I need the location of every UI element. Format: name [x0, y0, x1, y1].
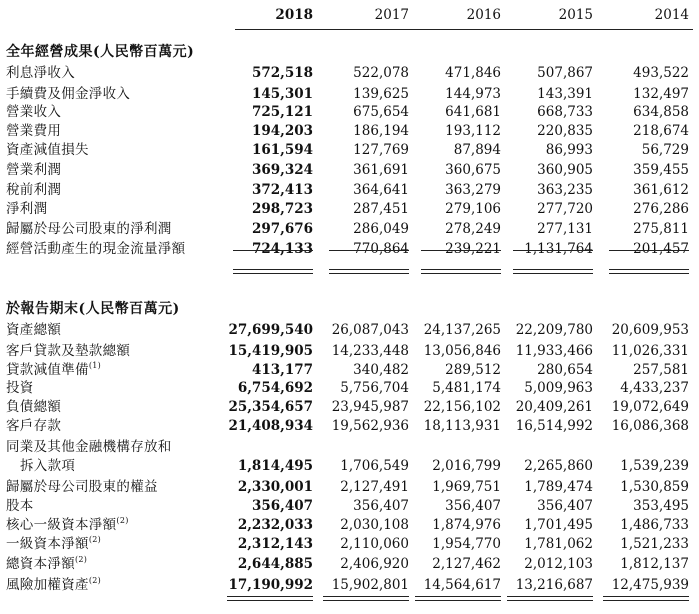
year-header-2015: 2015 [558, 7, 593, 23]
value-2014: 1,486,733 [620, 517, 689, 533]
value-2016: 641,681 [445, 104, 501, 120]
rule-above-cashflow [513, 250, 593, 251]
value-2014: 4,433,237 [620, 380, 689, 396]
value-2018: 724,133 [251, 241, 313, 257]
row-label-text: 同業及其他金融機構存放和 [6, 439, 172, 455]
table-row [0, 497, 699, 515]
double-rule-section2 [603, 596, 689, 601]
value-2018: 356,407 [251, 498, 313, 514]
value-2017: 770,864 [353, 241, 409, 257]
row-label [6, 497, 34, 515]
row-label-text: 資產減值損失 [6, 142, 89, 158]
value-2017: 2,127,491 [340, 479, 409, 495]
table-row [0, 200, 699, 218]
row-label-text: 股本 [6, 498, 34, 514]
year-header-2017: 2017 [374, 7, 409, 23]
value-2015: 1,781,062 [524, 536, 593, 552]
value-2018: 372,413 [251, 182, 313, 198]
table-row [0, 398, 699, 416]
value-2016: 18,113,931 [423, 418, 501, 434]
value-2014: 257,581 [633, 362, 689, 378]
value-2016: 1,969,751 [432, 479, 501, 495]
value-2014: 132,497 [633, 86, 689, 102]
row-label-text: 營業費用 [6, 123, 62, 139]
row-label [6, 379, 34, 397]
year-header-2014: 2014 [654, 7, 689, 23]
value-2018: 194,203 [251, 123, 313, 139]
table-row [0, 103, 699, 121]
value-2014: 353,495 [633, 498, 689, 514]
value-2016: 144,973 [445, 86, 501, 102]
value-2018: 2,644,885 [237, 556, 313, 572]
value-2014: 493,522 [633, 65, 689, 81]
value-2015: 360,905 [537, 162, 593, 178]
row-label [6, 361, 101, 379]
value-2016: 193,112 [445, 123, 501, 139]
value-2018: 145,301 [251, 86, 313, 102]
value-2016: 5,481,174 [432, 380, 501, 396]
value-2015: 16,514,992 [515, 418, 593, 434]
value-2015: 5,009,963 [524, 380, 593, 396]
value-2014: 1,530,859 [620, 479, 689, 495]
row-label [6, 555, 87, 573]
value-2017: 19,562,936 [331, 418, 409, 434]
value-2018: 2,232,033 [237, 517, 313, 533]
rule-above-cashflow [609, 250, 689, 251]
row-label [6, 398, 61, 416]
double-rule-section1 [329, 269, 409, 274]
value-2015: 86,993 [545, 142, 593, 158]
row-label-text: 客戶存款 [6, 418, 62, 434]
table-row [0, 181, 699, 199]
row-label-text: 一級資本淨額 [6, 536, 89, 552]
row-label-text: 客戶貸款及墊款總額 [6, 343, 131, 359]
value-2017: 2,030,108 [340, 517, 409, 533]
row-label-text: 手續費及佣金淨收入 [6, 86, 131, 102]
double-rule-section1 [233, 269, 313, 274]
value-2017: 364,641 [353, 182, 409, 198]
value-2017: 127,769 [353, 142, 409, 158]
row-label-text: 歸屬於母公司股東的權益 [6, 479, 158, 495]
value-2017: 2,406,920 [340, 556, 409, 572]
table-row [0, 361, 699, 379]
footnote-marker: (2) [88, 535, 102, 544]
table-row [0, 321, 699, 339]
value-2014: 19,072,649 [611, 399, 689, 415]
value-2015: 1,789,474 [524, 479, 593, 495]
row-label-text: 淨利潤 [6, 201, 48, 217]
value-2015: 277,131 [537, 221, 593, 237]
value-2014: 218,674 [633, 123, 689, 139]
rule-above-cashflow [233, 250, 313, 251]
value-2018: 15,419,905 [228, 343, 313, 359]
row-label-text: 總資本淨額 [6, 556, 75, 572]
value-2014: 12,475,939 [611, 577, 689, 593]
row-label [6, 161, 61, 179]
double-rule-section1 [609, 269, 689, 274]
row-label-text: 投資 [6, 380, 34, 396]
value-2016: 471,846 [445, 65, 501, 81]
table-row [0, 161, 699, 179]
value-2014: 361,612 [633, 182, 689, 198]
value-2016: 239,221 [445, 241, 501, 257]
value-2017: 1,706,549 [340, 458, 409, 474]
row-label [6, 64, 75, 82]
value-2015: 2,012,103 [524, 556, 593, 572]
value-2014: 1,539,239 [620, 458, 689, 474]
row-label [6, 122, 61, 140]
value-2018: 6,754,692 [237, 380, 313, 396]
footnote-marker: (1) [88, 361, 102, 370]
table-row [0, 240, 699, 258]
footnote-marker: (2) [116, 516, 129, 525]
value-2017: 361,691 [353, 162, 409, 178]
value-2015: 220,835 [537, 123, 593, 139]
value-2016: 2,016,799 [432, 458, 501, 474]
row-label [6, 516, 129, 534]
row-label [6, 103, 61, 121]
value-2014: 359,455 [633, 162, 689, 178]
double-rule-section1 [421, 269, 501, 274]
value-2018: 297,676 [251, 221, 313, 237]
row-label-text: 營業利潤 [6, 162, 62, 178]
row-label [6, 535, 101, 553]
row-label-text: 風險加權資產 [6, 577, 89, 593]
table-row [0, 85, 699, 103]
value-2016: 289,512 [445, 362, 501, 378]
row-label-text: 負債總額 [6, 399, 62, 415]
value-2015: 13,216,687 [515, 577, 593, 593]
value-2016: 13,056,846 [423, 343, 501, 359]
value-2014: 276,286 [633, 201, 689, 217]
row-label-text: 核心一級資本淨額 [6, 517, 117, 533]
rule-above-cashflow [329, 250, 409, 251]
value-2015: 277,720 [537, 201, 593, 217]
value-2016: 87,894 [453, 142, 501, 158]
row-label [6, 342, 130, 360]
value-2017: 286,049 [353, 221, 409, 237]
value-2016: 1,954,770 [432, 536, 501, 552]
footnote-marker: (2) [88, 576, 102, 585]
value-2018: 369,324 [251, 162, 313, 178]
table-row [0, 64, 699, 82]
value-2014: 56,729 [641, 142, 689, 158]
row-label-text: 營業收入 [6, 104, 62, 120]
table-row [0, 379, 699, 397]
row-label-text: 資產總額 [6, 322, 62, 338]
value-2017: 675,654 [353, 104, 409, 120]
value-2018: 413,177 [251, 362, 313, 378]
value-2014: 1,521,233 [620, 536, 689, 552]
value-2016: 356,407 [445, 498, 501, 514]
value-2017: 23,945,987 [331, 399, 409, 415]
value-2015: 1,131,764 [524, 241, 593, 257]
row-label [6, 181, 61, 199]
value-2015: 2,265,860 [524, 458, 593, 474]
double-rule-section2 [415, 596, 501, 601]
value-2015: 11,933,466 [515, 343, 593, 359]
value-2015: 507,867 [537, 65, 593, 81]
value-2014: 20,609,953 [611, 322, 689, 338]
value-2017: 356,407 [353, 498, 409, 514]
row-label-text: 稅前利潤 [6, 182, 62, 198]
value-2018: 25,354,657 [228, 399, 313, 415]
value-2016: 360,675 [445, 162, 501, 178]
row-label [6, 141, 89, 159]
value-2017: 522,078 [353, 65, 409, 81]
value-2015: 363,235 [537, 182, 593, 198]
value-2014: 11,026,331 [611, 343, 689, 359]
value-2015: 280,654 [537, 362, 593, 378]
row-label-text: 利息淨收入 [6, 65, 75, 81]
year-header-2018: 2018 [275, 7, 313, 23]
value-2016: 24,137,265 [423, 322, 501, 338]
row-label [6, 200, 47, 218]
double-rule-section1 [513, 269, 593, 274]
value-2015: 1,701,495 [524, 517, 593, 533]
value-2016: 2,127,462 [432, 556, 501, 572]
value-2018: 2,330,001 [237, 479, 313, 495]
table-row [0, 417, 699, 435]
row-label [6, 240, 185, 258]
table-row [0, 576, 699, 594]
value-2014: 201,457 [633, 241, 689, 257]
split-row-label-line1 [0, 438, 699, 456]
row-label [6, 220, 172, 238]
value-2017: 5,756,704 [340, 380, 409, 396]
value-2016: 1,874,976 [432, 517, 501, 533]
value-2015: 356,407 [537, 498, 593, 514]
row-label [6, 321, 61, 339]
value-2017: 139,625 [353, 86, 409, 102]
value-2014: 16,086,368 [611, 418, 689, 434]
value-2014: 634,858 [633, 104, 689, 120]
table-row [0, 555, 699, 573]
footnote-marker: (2) [75, 555, 88, 564]
double-rule-section2 [507, 596, 593, 601]
value-2017: 26,087,043 [331, 322, 409, 338]
double-rule-section2 [227, 596, 313, 601]
value-2015: 20,409,261 [515, 399, 593, 415]
value-2017: 14,233,448 [331, 343, 409, 359]
value-2018: 1,814,495 [237, 458, 313, 474]
table-row [0, 535, 699, 553]
row-label [6, 417, 61, 435]
value-2016: 278,249 [445, 221, 501, 237]
value-2017: 2,110,060 [340, 536, 409, 552]
value-2018: 17,190,992 [228, 577, 313, 593]
row-label [6, 478, 158, 496]
value-2018: 2,312,143 [237, 536, 313, 552]
value-2015: 668,733 [537, 104, 593, 120]
row-label [6, 576, 101, 594]
double-rule-section2 [323, 596, 409, 601]
section-title-annual-results: 全年經營成果(人民幣百萬元) [6, 44, 195, 60]
table-row [0, 457, 699, 475]
row-label-text: 歸屬於母公司股東的淨利潤 [6, 221, 172, 237]
value-2015: 22,209,780 [515, 322, 593, 338]
row-label-text: 拆入款項 [20, 458, 76, 474]
value-2018: 21,408,934 [228, 418, 313, 434]
table-row [0, 478, 699, 496]
value-2018: 725,121 [251, 104, 313, 120]
value-2018: 298,723 [251, 201, 313, 217]
table-row [0, 141, 699, 159]
section-title-period-end: 於報告期末(人民幣百萬元) [6, 301, 180, 317]
header-rule [235, 29, 693, 30]
row-label-text: 經營活動產生的現金流量淨額 [6, 241, 186, 257]
row-label-text: 貸款減值準備 [6, 362, 89, 378]
value-2016: 14,564,617 [423, 577, 501, 593]
value-2017: 186,194 [353, 123, 409, 139]
row-label [6, 85, 130, 103]
value-2016: 22,156,102 [423, 399, 501, 415]
value-2014: 1,812,137 [620, 556, 689, 572]
year-header-2016: 2016 [466, 7, 501, 23]
value-2017: 340,482 [353, 362, 409, 378]
value-2018: 27,699,540 [228, 322, 313, 338]
value-2017: 287,451 [353, 201, 409, 217]
value-2015: 143,391 [537, 86, 593, 102]
value-2014: 275,811 [633, 221, 689, 237]
table-row [0, 342, 699, 360]
table-row [0, 516, 699, 534]
table-row [0, 220, 699, 238]
value-2016: 279,106 [445, 201, 501, 217]
value-2018: 161,594 [251, 142, 313, 158]
value-2018: 572,518 [251, 65, 313, 81]
table-row [0, 122, 699, 140]
rule-above-cashflow [421, 250, 501, 251]
value-2017: 15,902,801 [331, 577, 409, 593]
value-2016: 363,279 [445, 182, 501, 198]
